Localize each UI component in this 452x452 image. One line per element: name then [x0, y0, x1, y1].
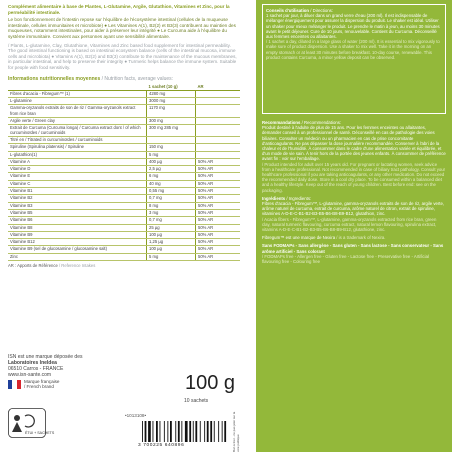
nutrient-name: Vitamine B6 — [8, 217, 147, 224]
barcode-bar — [148, 421, 151, 442]
table-row — [8, 166, 240, 173]
nutrient-ar — [196, 151, 241, 158]
nutrient-name: Extrait de Curcuma (Curcuma longa) / Curcuma extract dont / of which curcuminoïdes / curcuminoids — [8, 124, 147, 136]
nutrient-ar: 50% AR — [196, 209, 241, 216]
table-row — [8, 209, 240, 216]
directions-box — [262, 4, 446, 114]
reco-title-fr: Recommandations — [262, 120, 301, 125]
nutrient-value: 150 mg — [147, 144, 196, 151]
intro-title: Complément alimentaire à base de Plantes, L-Glutamine, Argile, Glutathion, Vitamines et Zinc, pour la perméabilité intestinale. — [8, 4, 230, 15]
ar-footnote — [8, 263, 240, 269]
barcode-bar — [164, 421, 165, 442]
ingredients-en: / Acacia fibers - Fibregum™, L-glutamine, gamma-oryzanols extracted from rice bran, green clay, natural turmeric flavouring, curcuma extract, natural lemon flavouring, spirulina extract, vitamins A-D-E-C-B1-B2-B3-B5-B6-B8-B9-B12, glutathione, zinc. — [262, 216, 437, 233]
nutrient-value: 1,25 µg — [147, 239, 196, 246]
recommendations-block — [262, 120, 446, 264]
nutrient-name: Vitamine E — [8, 173, 147, 180]
directions-title-fr: Conseils d'utilisation — [266, 8, 310, 13]
nutrient-ar: 50% AR — [196, 239, 241, 246]
ar-footnote-en: / Reference Intakes — [58, 263, 96, 269]
barcode-bar — [142, 421, 143, 442]
nutrient-ar — [196, 124, 241, 136]
nutrient-name: Vitamine B12 — [8, 239, 147, 246]
vertical-note: Bon à tirer - ne pas jeter sur la voie publique — [232, 411, 240, 452]
nutrient-ar: 50% AR — [196, 195, 241, 202]
nutrient-value: 400 µg — [147, 158, 196, 165]
nutrient-ar: 50% AR — [196, 180, 241, 187]
barcode-bar — [170, 421, 172, 442]
nutrient-ar: 50% AR — [196, 253, 241, 260]
nutrient-ar: 50% AR — [196, 188, 241, 195]
brand-line1: ISN est une marque déposée des — [8, 354, 83, 360]
intro-body-en: / Plants, L-glutamine, Clay, Glutathione, Vitamines and Zinc based food supplement for intestinal permeability. The good intestinal functioning is based on intestinal ecosystem balance (cells of the intestinal mucosa, immune cells and microbiota) ● Vitamins A(1), B2(2) and B3(3) contribute to the maintenance of the mucous membranes, in particular intestinal, and help to preserve their integrity ● Turmeric helps balance the immune system. Suitable for people with food sensitivity. — [8, 42, 237, 70]
nutrient-ar: 50% AR — [196, 158, 241, 165]
nutrient-name: Vitamine B2 — [8, 195, 147, 202]
nutrient-ar — [196, 98, 241, 105]
table-row — [8, 253, 240, 260]
nutrient-ar — [196, 117, 241, 124]
nutrient-value: 0,55 mg — [147, 188, 196, 195]
nutrient-value: 300 mg 285 mg — [147, 124, 196, 136]
table-row — [8, 202, 240, 209]
table-row — [8, 231, 240, 238]
nutrient-ar: 50% AR — [196, 246, 241, 253]
nutrient-name: Vitamine B3 — [8, 202, 147, 209]
nutrient-name: Vitamine D — [8, 166, 147, 173]
table-row — [8, 144, 240, 151]
nutrient-name: Gamma-oryzanols extraits de son de riz / Gamma-oryzanols extract from rice bran — [8, 105, 147, 117]
nutrient-name: Vitamine B1 — [8, 188, 147, 195]
nutrient-name: Fibres d'acacia - Fibregum™ (1) — [8, 90, 147, 97]
barcode-bar — [210, 421, 212, 442]
barcode-bar — [145, 421, 147, 442]
left-panel — [8, 4, 240, 269]
brand-line2: Laboratoires Ineldea — [8, 360, 57, 366]
nutrient-name: L-glutathion(1) — [8, 151, 147, 158]
sachet-count: 10 sachets — [184, 398, 209, 404]
flag-text-en: / French brand — [24, 384, 54, 390]
nutrient-value: 8 mg — [147, 202, 196, 209]
nutrition-table — [8, 84, 240, 261]
nutrient-ar — [196, 136, 241, 143]
directions-title-en: / Directions: — [310, 8, 333, 13]
nutrient-name: Vitamine B8 — [8, 224, 147, 231]
brand-website: www.isn-sante.com — [8, 372, 52, 378]
nutrient-value: 6 mg — [147, 173, 196, 180]
nutrition-rows — [8, 90, 240, 260]
nutrient-name: Vitamine B9 — [8, 231, 147, 238]
table-row — [8, 151, 240, 158]
claims-en: / FODMAPs free - Allergen free - Gluten free - Lactose free - Preservative free - Artificial flavouring free - Colouring free — [262, 253, 429, 265]
nutrient-ar: 50% AR — [196, 166, 241, 173]
table-row — [8, 136, 240, 143]
reco-fr: Produit destiné à l'adulte de plus de 15 ans. Pour les femmes enceintes ou allaitantes, demander conseil à un professionnel de santé. Déconseillé en cas de pathologie des voies biliaires. Consulter un médecin ou un pharmacien en cas de prise concomitante d'anticoagulants. Ne pas dépasser la dose journalière recommandée. Conserver à l'abri de la chaleur et de l'humidité. À consommer dans le cadre d'une alimentation variée et équilibrée, et d'un mode de vie sain. À tenir hors de la portée des jeunes enfants. À consommer de préférence avant fin : voir sur l'emballage. — [262, 125, 446, 162]
fibregum-note — [262, 235, 446, 240]
barcode-bar — [222, 421, 223, 442]
flag-text-fr: Marque française — [24, 379, 60, 384]
nutrient-ar — [196, 90, 241, 97]
fibregum-fr: Fibregum™ est une marque de Nexira — [262, 235, 336, 241]
barcode-bar — [200, 421, 201, 442]
ean-number: 3 700225 640896 — [138, 443, 185, 448]
reco-title-en: / Recommendations: — [301, 120, 342, 125]
nutrition-title-en: / Nutrition facts, average values: — [101, 75, 174, 82]
fibregum-en: / is a trademark of Nexira. — [336, 235, 386, 241]
nutrient-value — [147, 136, 196, 143]
table-row — [8, 188, 240, 195]
barcode-bar — [175, 421, 176, 442]
col-ar: AR — [196, 84, 241, 90]
barcode-bar — [195, 421, 197, 442]
table-row — [8, 224, 240, 231]
table-row — [8, 158, 240, 165]
nutrition-title — [8, 77, 240, 83]
table-row — [8, 105, 240, 117]
nutrient-name: Vitamine C — [8, 180, 147, 187]
barcode-bar — [181, 421, 182, 442]
nutrient-value: 40 mg — [147, 180, 196, 187]
table-row — [8, 173, 240, 180]
directions-en: / 1 sachet a day, diluted in a large glass of water (200 ml). It is essential to mix vigorously to make sure of product dispersion. Use a shaker to mix well. Take it in the morning on an empty stomach or at least 30 minutes before breakfast. 10-day course, renewable. This product contains Curcuma, a minor yellow deposit can be observed. — [266, 39, 440, 60]
nutrient-name: Titré en / Titrated in curcuminoïdes / curcuminoids — [8, 136, 147, 143]
barcode-bar — [207, 421, 209, 442]
directions-fr: 1 sachet par jour, à diluer dans un grand verre d'eau (200 ml). Il est indispensable de mélanger énergiquement pour assurer la dispersion du produit. Le shaker est idéal. Utiliser un shaker pour mieux mélanger le produit. Le prendre le matin à jeun, au moins 30 minutes avant le petit déjeuner. Cure de 10 jours, renouvelable. Contient du Curcuma. Déconseillé aux femmes enceintes ou allaitantes. — [266, 13, 440, 40]
nutrient-ar: 50% AR — [196, 173, 241, 180]
table-row — [8, 124, 240, 136]
triman-recycle-icon — [8, 408, 55, 438]
nutrient-value: 3000 mg — [147, 98, 196, 105]
nutrient-value: 5 mg — [147, 253, 196, 260]
barcode-bar — [204, 421, 205, 442]
table-row — [8, 98, 240, 105]
nutrient-name: Zinc — [8, 253, 147, 260]
nutrient-value: 25 µg — [147, 224, 196, 231]
nutrient-name: Vitamine B9 (sel de glucosamine / glucosamine salt) — [8, 246, 147, 253]
product-code: •1013108• — [125, 413, 147, 418]
nutrient-ar — [196, 144, 241, 151]
french-flag-icon — [8, 380, 21, 389]
nutrient-value: 100 µg — [147, 246, 196, 253]
brand-line3: 06510 Carros - FRANCE — [8, 366, 64, 372]
table-row — [8, 246, 240, 253]
claims-block — [262, 243, 446, 264]
table-row — [8, 217, 240, 224]
nutrient-ar — [196, 105, 241, 117]
nutrient-name: Argile verte / Green clay — [8, 117, 147, 124]
reco-en: / Product intended for adult over 15 years old. For pregnant or lactating women, seek advice from a healthcare professional. Not recommended in case of biliary tract pathology. Consult your healthcare professional if you are taking anticoagulants, or any other medication. Do not exceed the recommended daily dose. Store in a cool dry place. To be consumed within a balanced diet and a healthy lifestyle. Keep out of the reach of young children. Best before end: see on the packaging. — [262, 161, 446, 193]
french-brand-text — [24, 379, 60, 390]
nutrient-value: 5 mg — [147, 151, 196, 158]
table-row — [8, 239, 240, 246]
barcode-bar — [224, 421, 226, 442]
ingredients-title-en: / Ingredients: — [286, 195, 312, 201]
triman-sub: ÉTUI + SACHETS — [25, 431, 55, 435]
col-portion: 1 sachet (10 g) — [147, 84, 196, 90]
barcode-bar — [153, 421, 154, 442]
barcode-bar — [156, 421, 158, 442]
brand-block — [8, 354, 83, 378]
nutrient-ar: 50% AR — [196, 202, 241, 209]
barcode-bar — [167, 421, 168, 442]
nutrient-name: Vitamine B5 — [8, 209, 147, 216]
nutrient-value: 0,7 mg — [147, 195, 196, 202]
nutrient-value: 300 mg — [147, 117, 196, 124]
nutrient-ar: 50% AR — [196, 224, 241, 231]
barcode-bar — [214, 421, 215, 442]
barcode-bar — [193, 421, 194, 442]
table-row — [8, 195, 240, 202]
nutrient-value: 3 mg — [147, 209, 196, 216]
flag-red — [17, 380, 21, 389]
barcode-bar — [185, 421, 188, 442]
ingredients-fr: Fibres d'acacia - Fibregum™, L-glutamine, gamma-oryzanols extraits de son de riz, argile verte, arôme naturel de curcuma, extrait de curcuma, arôme naturel de citron, extrait de spiruline, vitamines A-D-E-C-B1-B2-B3-B5-B6-B8-B9-B12, glutathion, zinc. — [262, 201, 445, 217]
barcode-bar — [218, 421, 219, 442]
table-row — [8, 180, 240, 187]
nutrient-ar: 50% AR — [196, 217, 241, 224]
nutrient-value: 2,5 µg — [147, 166, 196, 173]
table-row — [8, 90, 240, 97]
barcode-bar — [178, 421, 180, 442]
nutrient-value: 4280 mg — [147, 90, 196, 97]
nutrition-title-fr: Informations nutritionnelles moyennes — [8, 75, 101, 82]
nutrient-value: 1170 mg — [147, 105, 196, 117]
nutrient-name: Spiruline (Spirulina platensis) / Spiruline — [8, 144, 147, 151]
barcode-bar — [160, 421, 161, 442]
ingredients-title-fr: Ingrédients — [262, 195, 286, 201]
right-panel — [256, 0, 452, 452]
nutrient-name: L-glutamine — [8, 98, 147, 105]
ingredients-block — [262, 196, 446, 232]
barcode-bar — [189, 421, 191, 442]
intro-body-fr: Le bon fonctionnement de l'intestin repose sur l'équilibre de l'écosystème intestinal (cellules de la muqueuse intestinale, cellules immunitaires et microbiote) ● Les Vitamines A(1), B2(2) et B3(3) contribuent au maintien des muqueuses, notamment intestinales, pour aider à préserver leur intégrité ● Le Curcuma aide à l'équilibre du système immunitaire. Convient aux personnes ayant une sensibilité alimentaire. — [8, 17, 236, 39]
ar-footnote-fr: AR : Apports de Référence — [8, 263, 58, 269]
net-weight: 100 g — [185, 372, 236, 394]
nutrient-name: Vitamine A — [8, 158, 147, 165]
table-row — [8, 117, 240, 124]
claims-fr: Sans FODMAPs - Sans allergène - Sans gluten - Sans lactose - Sans conservateur - Sans arôme artificiel - Sans colorant — [262, 243, 444, 254]
nutrient-value: 0,7 mg — [147, 217, 196, 224]
nutrient-value: 100 µg — [147, 231, 196, 238]
nutrient-ar: 50% AR — [196, 231, 241, 238]
